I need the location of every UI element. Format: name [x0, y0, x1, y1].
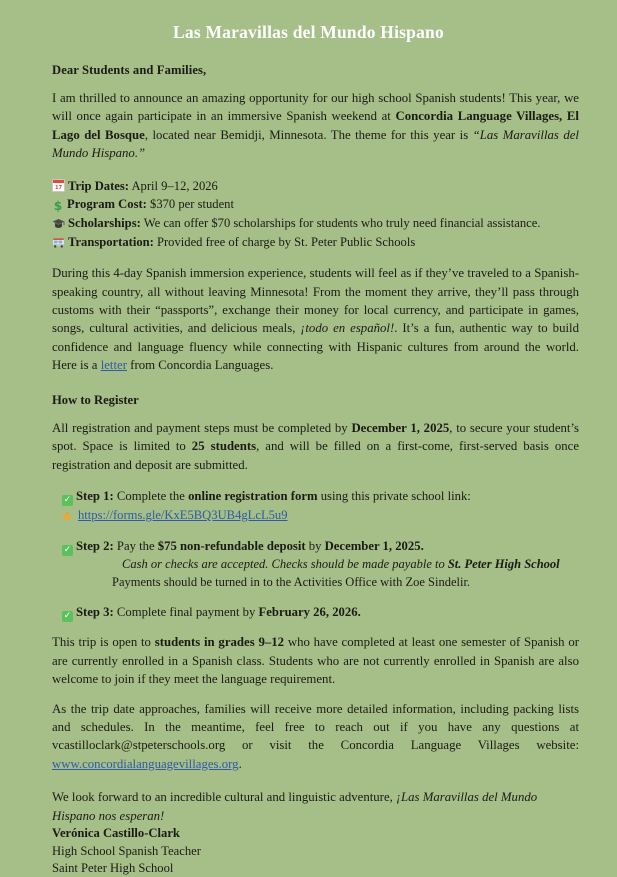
immersion-text-a: During this 4-day Spanish immersion experience, students will feel as if they’ve traveled to a Spanish-speaking country, all without leaving Minnesota! From the moment they arrive, they’ll pass through customs with their “passports”, exchange their money for local currency, and participate in games, songs, cultural activities, and delicious meals, — [52, 266, 579, 336]
intro-villages-bold: Concordia Language Villages, El Lago del Bosque — [52, 109, 579, 142]
step-1 — [62, 487, 579, 525]
bus-icon — [52, 235, 65, 246]
contact-email: vcastilloclark@stpeterschools.org — [52, 738, 226, 753]
step-2-line — [62, 537, 579, 556]
step-2-date-bold: December 1, 2025. — [324, 538, 424, 553]
check-mark-icon: ✓ — [63, 494, 72, 505]
step-2-text-a: Pay the — [113, 538, 158, 553]
salutation: Dear Students and Families, — [52, 63, 207, 77]
immersion-paragraph — [52, 264, 579, 375]
contact-paragraph — [52, 700, 579, 774]
register-paragraph — [52, 419, 579, 474]
immersion-text-c: . It’s a fun, authentic way to build confidence and language fluency while connecting with Hispanic cultures from around the world. Here is a — [52, 321, 579, 373]
step-2-text-c: by — [305, 538, 325, 553]
eligibility-text-c: who have completed at least one semester of Spanish or are currently enrolled in a Spanish class. Students who are not currently enrolled in Spanish are also welcome to join if they meet the language requirement. — [52, 635, 579, 687]
immersion-spanish-italic: ¡todo en español! — [300, 321, 395, 336]
contact-text-c: . — [238, 756, 242, 771]
document-body — [0, 63, 617, 877]
step-3-text-a: Complete final payment by — [113, 605, 259, 620]
fact-label-transportation: Transportation: — [68, 234, 154, 249]
eligibility-grades-bold: students in grades 9–12 — [154, 635, 285, 650]
step-2-sub-italic-a: Cash or checks are accepted. Checks should be made payable to — [122, 556, 448, 571]
closing-spanish-italic: ¡Las Maravillas del Mundo Hispano nos esperan! — [52, 790, 538, 823]
step-3-line — [62, 603, 579, 622]
step-1-form-bold: online registration form — [188, 488, 318, 503]
step-1-text-a: Complete the — [113, 488, 189, 503]
graduation-cap-icon — [52, 216, 65, 227]
register-text-a: All registration and payment steps must be completed by — [52, 420, 352, 435]
contact-text-b: or visit the Concordia Language Villages website: — [225, 738, 579, 753]
intro-text-a: I am thrilled to announce an amazing opportunity for our high school Spanish students! This year, we will once again participate in an immersive Spanish weekend at — [52, 91, 579, 124]
money-icon: $ — [53, 199, 63, 214]
intro-theme-italic: “Las Maravillas del Mundo Hispano.” — [52, 127, 579, 161]
intro-text-c: , located near Bemidji, Minnesota. The theme for this year is — [144, 127, 473, 142]
fact-item-trip-dates — [52, 177, 579, 196]
closing-paragraph — [52, 788, 579, 825]
register-deadline-bold: December 1, 2025 — [351, 420, 450, 435]
register-capacity-bold: 25 students — [191, 439, 257, 454]
contact-text-a: As the trip date approaches, families will receive more detailed information, including packing lists and schedules. In the meantime, feel free to reach out if you have any questions at — [52, 701, 579, 735]
register-text-c: , to secure your student’s spot. Space is limited to — [52, 420, 580, 454]
eligibility-text-a: This trip is open to — [52, 635, 155, 650]
step-1-line — [62, 487, 579, 506]
signature-school: Saint Peter High School — [52, 860, 174, 875]
trip-facts-list — [52, 177, 579, 252]
fact-label-scholarships: Scholarships: — [68, 215, 141, 230]
step-3 — [62, 603, 579, 622]
step-2-deposit-bold: $75 non-refundable deposit — [157, 538, 306, 553]
step-1-label: Step 1: — [76, 488, 114, 503]
fact-item-scholarships — [52, 214, 579, 233]
fact-item-program-cost — [52, 195, 579, 214]
step-2 — [62, 537, 579, 592]
step-3-label: Step 3: — [76, 605, 114, 620]
letter-link[interactable]: letter — [100, 358, 127, 373]
check-mark-icon: ✓ — [63, 611, 72, 622]
step-2-subline-payment-method — [122, 556, 579, 574]
step-1-text-c: using this private school link: — [317, 488, 471, 503]
step-3-date-bold: February 26, 2026. — [258, 605, 361, 620]
fact-value-scholarships: We can offer $70 scholarships for students who truly need financial assistance. — [143, 215, 541, 230]
step-2-label: Step 2: — [76, 538, 114, 553]
section-heading-how-to-register: How to Register — [52, 392, 139, 407]
step-2-payable-bold: St. Peter High School — [447, 556, 560, 571]
immersion-text-d: from Concordia Languages. — [126, 358, 274, 373]
fact-label-program-cost: Program Cost: — [67, 197, 147, 212]
signature-role: High School Spanish Teacher — [52, 843, 201, 858]
fact-value-trip-dates: April 9–12, 2026 — [131, 178, 218, 193]
fact-value-transportation: Provided free of charge by St. Peter Public Schools — [156, 234, 416, 249]
calendar-icon — [52, 179, 65, 192]
registration-form-link[interactable]: https://forms.gle/KxE5BQ3UB4gLcL5u9 — [78, 507, 288, 522]
fact-value-program-cost: $370 per student — [150, 197, 234, 212]
page-title: Las Maravillas del Mundo Hispano — [173, 22, 444, 42]
eligibility-paragraph — [52, 633, 579, 688]
fact-label-trip-dates: Trip Dates: — [68, 178, 129, 193]
step-2-subline-dropoff: Payments should be turned in to the Activities Office with Zoe Sindelir. — [112, 574, 471, 589]
check-mark-icon: ✓ — [63, 544, 72, 555]
intro-paragraph — [52, 89, 579, 163]
signature-name: Verónica Castillo-Clark — [52, 826, 180, 841]
register-text-e: , and will be filled on a first-come, first-served basis once registration and deposit are submitted. — [52, 439, 579, 472]
pointing-hand-icon — [62, 509, 75, 520]
concordia-website-link[interactable]: www.concordialanguagevillages.org — [52, 756, 239, 771]
fact-item-transportation — [52, 233, 579, 252]
registration-steps — [62, 487, 579, 622]
closing-text-a: We look forward to an incredible cultural and linguistic adventure, — [52, 790, 397, 805]
step-1-url-line — [62, 507, 579, 525]
